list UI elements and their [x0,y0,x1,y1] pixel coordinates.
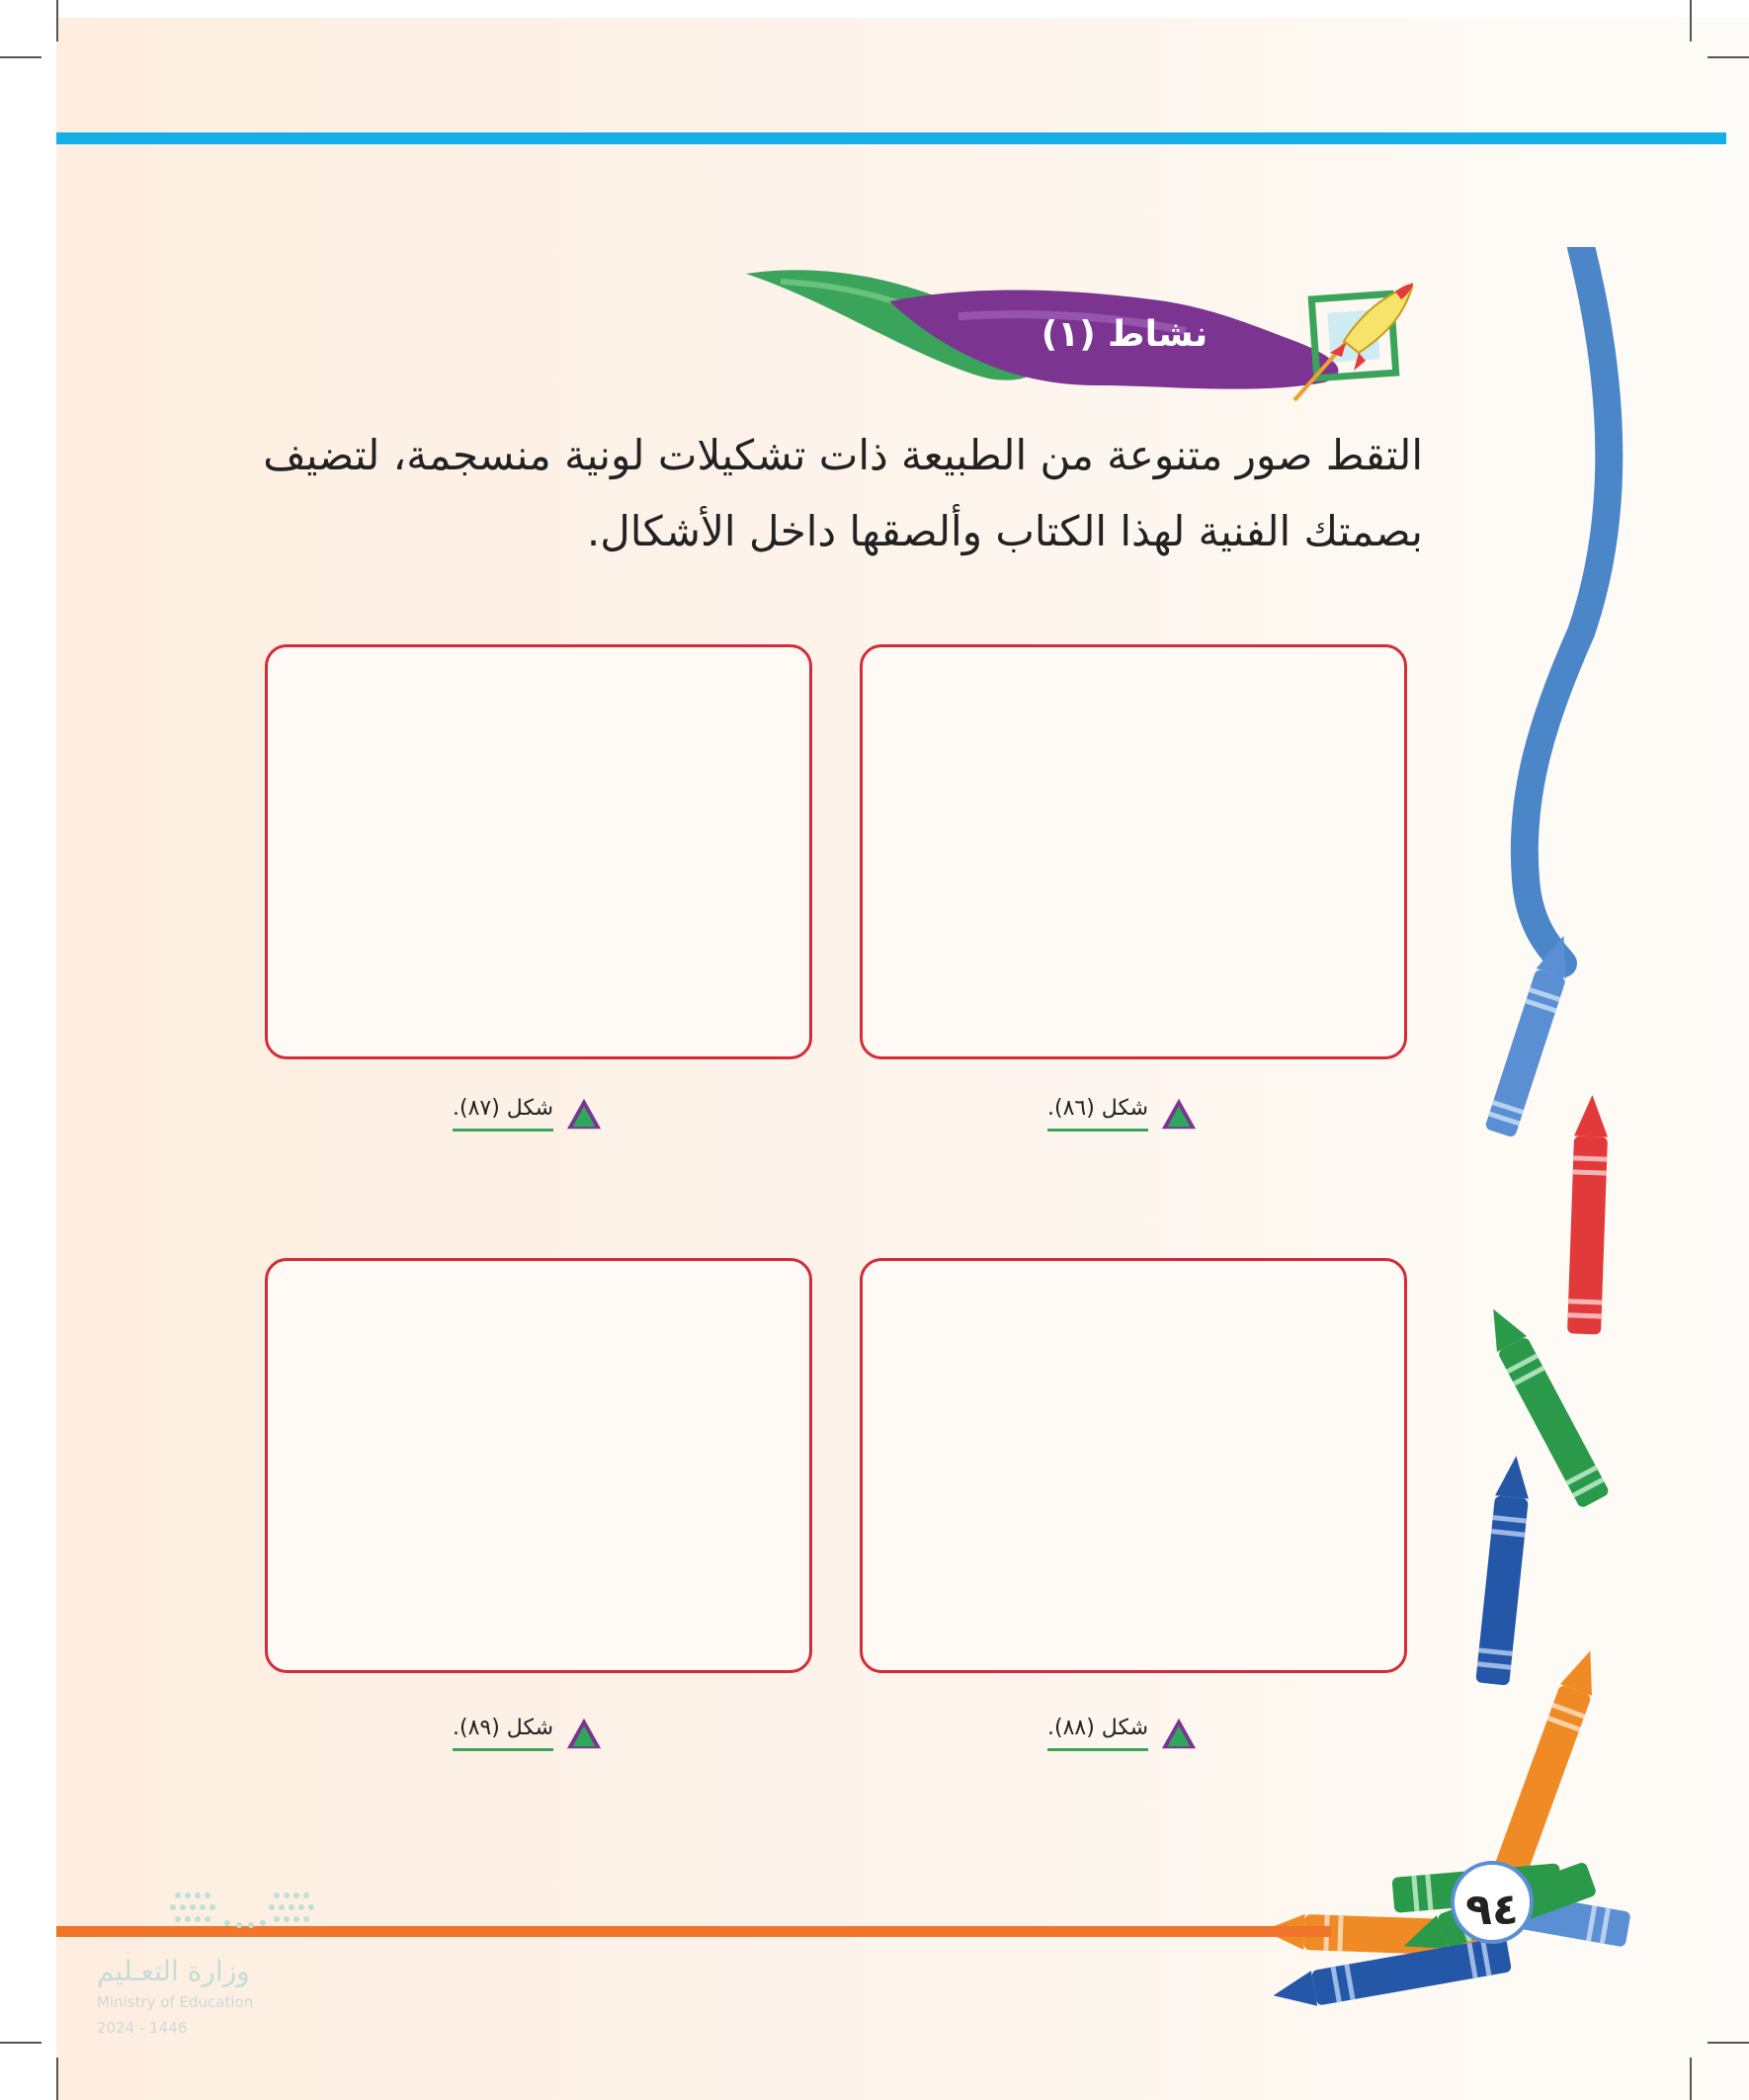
triangle-icon [1160,1715,1198,1752]
figure-caption-text: شكل (٨٦). [1047,1096,1148,1132]
crayons-decoration [1245,247,1650,2016]
instructions-line-2: بصمتك الفنية لهذا الكتاب وألصقها داخل الأشكال. [586,507,1423,555]
orange-crayon-icon [1493,1645,1607,1882]
ministry-name-english: Ministry of Education [97,1993,254,2011]
crop-mark [1690,0,1692,42]
figure-caption-text: شكل (٨٩). [453,1716,553,1751]
crop-mark [0,56,42,58]
blue-crayon-icon [1484,931,1578,1138]
page-number: ٩٤ [1465,1885,1519,1935]
dark-blue-crayon-icon [1475,1454,1533,1685]
triangle-icon [565,1715,603,1752]
crop-mark [1707,56,1749,58]
red-crayon-icon [1567,1094,1609,1334]
blue-paint-stroke-icon [1525,247,1610,964]
ministry-year: 2024 - 1446 [97,2019,188,2037]
crop-mark [1690,2058,1692,2100]
top-accent-bar [56,132,1726,144]
photo-frame-fig-87[interactable] [265,644,812,1059]
crop-mark [56,0,58,42]
figure-caption-87 [453,1095,603,1133]
ministry-logo-icon [168,1888,326,1933]
triangle-icon [1160,1095,1198,1133]
photo-frame-fig-89[interactable] [265,1258,812,1673]
instructions-line-1: التقط صور متنوعة من الطبيعة ذات تشكيلات لونية منسجمة، لتضيف [263,431,1423,479]
figure-caption-86 [1047,1095,1198,1133]
crop-mark [0,2042,42,2044]
triangle-icon [565,1095,603,1133]
activity-title: نشاط (١) [1041,314,1208,355]
figure-caption-89 [453,1715,603,1752]
crop-mark [56,2058,58,2100]
figure-caption-88 [1047,1715,1198,1752]
crayon-pile-icon [1262,1861,1630,2013]
ministry-name-arabic: وزارة التعـليم [97,1955,250,1987]
figure-caption-text: شكل (٨٨). [1047,1716,1148,1751]
crop-mark [1707,2042,1749,2044]
figure-caption-text: شكل (٨٧). [453,1096,553,1132]
